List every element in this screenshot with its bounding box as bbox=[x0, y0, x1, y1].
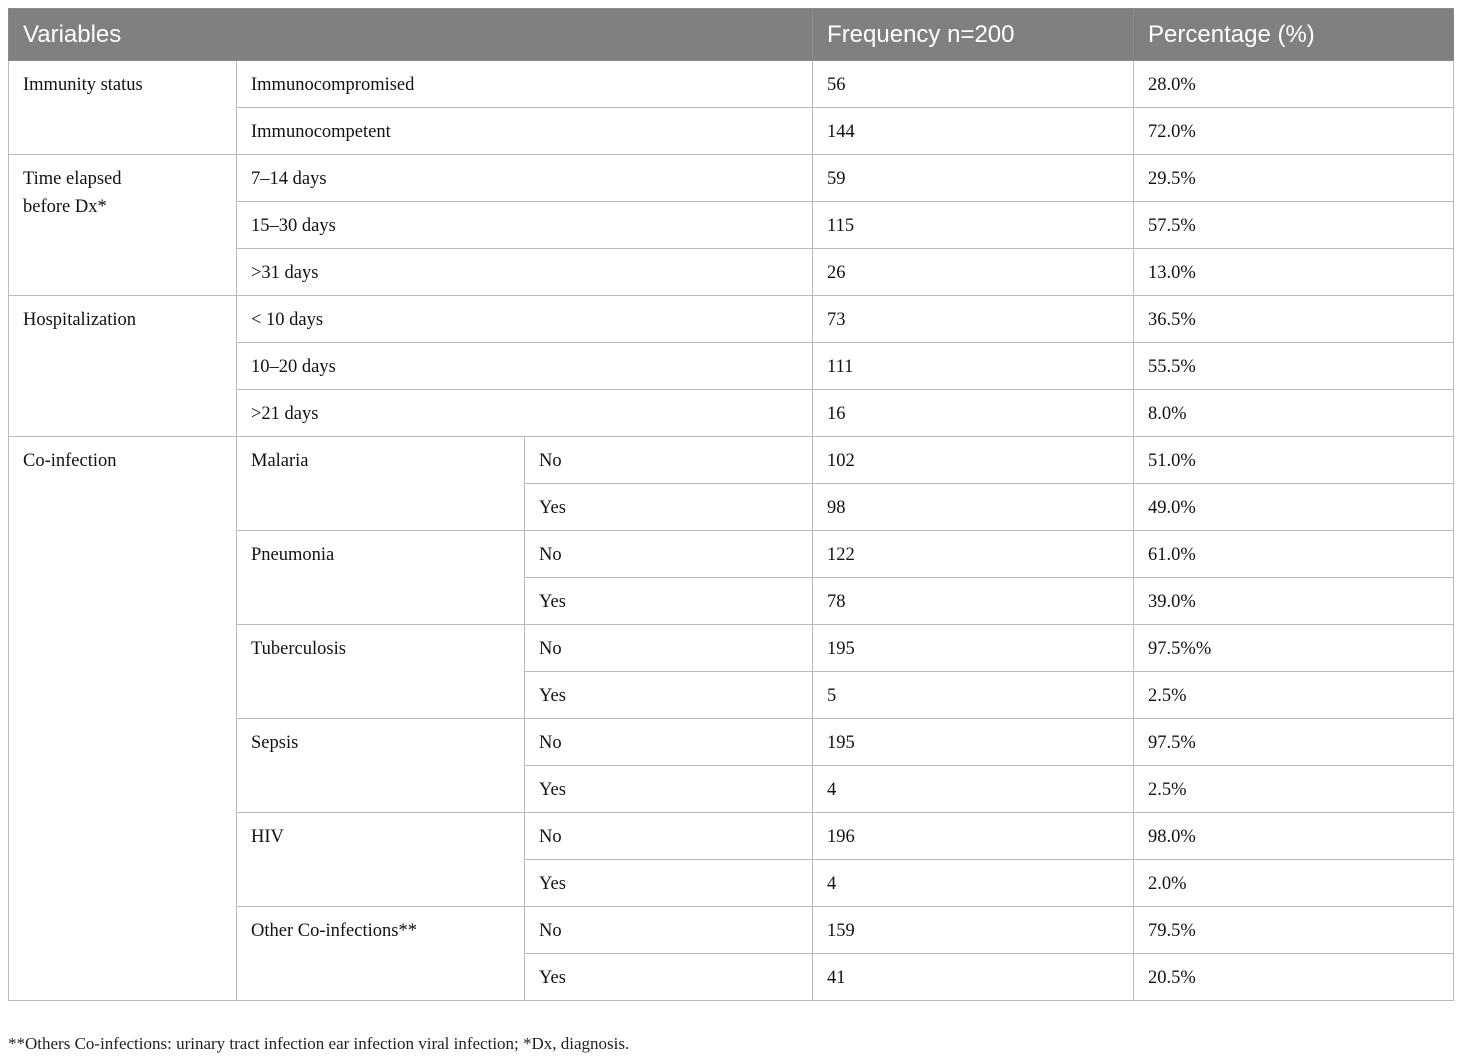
variable-label-line1: Time elapsed bbox=[23, 169, 122, 189]
answer-cell: Yes bbox=[525, 672, 813, 719]
category-cell: 15–30 days bbox=[237, 202, 813, 249]
coinfection-name: Tuberculosis bbox=[237, 625, 525, 719]
frequency-cell: 5 bbox=[813, 672, 1134, 719]
answer-cell: Yes bbox=[525, 954, 813, 1001]
coinfection-name: Pneumonia bbox=[237, 531, 525, 625]
percentage-cell: 2.5% bbox=[1134, 672, 1454, 719]
percentage-cell: 49.0% bbox=[1134, 484, 1454, 531]
answer-cell: Yes bbox=[525, 766, 813, 813]
variable-co-infection: Co-infection bbox=[9, 437, 237, 1001]
percentage-cell: 51.0% bbox=[1134, 437, 1454, 484]
percentage-cell: 13.0% bbox=[1134, 249, 1454, 296]
answer-cell: Yes bbox=[525, 484, 813, 531]
header-row bbox=[9, 9, 1454, 61]
answer-cell: No bbox=[525, 907, 813, 954]
frequency-cell: 102 bbox=[813, 437, 1134, 484]
frequency-cell: 144 bbox=[813, 108, 1134, 155]
variable-immunity-status: Immunity status bbox=[9, 61, 237, 155]
category-cell: Immunocompromised bbox=[237, 61, 813, 108]
percentage-cell: 39.0% bbox=[1134, 578, 1454, 625]
answer-cell: No bbox=[525, 531, 813, 578]
answer-cell: No bbox=[525, 437, 813, 484]
table-row bbox=[9, 155, 1454, 202]
coinfection-name: Sepsis bbox=[237, 719, 525, 813]
variable-label-line2: before Dx* bbox=[23, 197, 107, 217]
table-row bbox=[9, 437, 1454, 484]
frequency-cell: 56 bbox=[813, 61, 1134, 108]
answer-cell: No bbox=[525, 719, 813, 766]
frequency-cell: 115 bbox=[813, 202, 1134, 249]
table-row bbox=[9, 296, 1454, 343]
frequency-cell: 73 bbox=[813, 296, 1134, 343]
table-row bbox=[9, 61, 1454, 108]
percentage-cell: 8.0% bbox=[1134, 390, 1454, 437]
category-cell: 7–14 days bbox=[237, 155, 813, 202]
category-cell: < 10 days bbox=[237, 296, 813, 343]
frequency-cell: 122 bbox=[813, 531, 1134, 578]
frequency-cell: 195 bbox=[813, 625, 1134, 672]
header-percentage: Percentage (%) bbox=[1134, 9, 1454, 61]
percentage-cell: 97.5% bbox=[1134, 719, 1454, 766]
variable-hospitalization: Hospitalization bbox=[9, 296, 237, 437]
category-cell: >31 days bbox=[237, 249, 813, 296]
percentage-cell: 2.0% bbox=[1134, 860, 1454, 907]
percentage-cell: 79.5% bbox=[1134, 907, 1454, 954]
frequency-cell: 111 bbox=[813, 343, 1134, 390]
variable-time-elapsed bbox=[9, 155, 237, 296]
answer-cell: Yes bbox=[525, 578, 813, 625]
frequency-cell: 4 bbox=[813, 766, 1134, 813]
percentage-cell: 72.0% bbox=[1134, 108, 1454, 155]
coinfection-name: Other Co-infections** bbox=[237, 907, 525, 1001]
frequency-cell: 26 bbox=[813, 249, 1134, 296]
frequency-cell: 195 bbox=[813, 719, 1134, 766]
percentage-cell: 20.5% bbox=[1134, 954, 1454, 1001]
frequency-cell: 98 bbox=[813, 484, 1134, 531]
coinfection-name: HIV bbox=[237, 813, 525, 907]
percentage-cell: 28.0% bbox=[1134, 61, 1454, 108]
category-cell: 10–20 days bbox=[237, 343, 813, 390]
percentage-cell: 97.5%% bbox=[1134, 625, 1454, 672]
frequency-cell: 16 bbox=[813, 390, 1134, 437]
coinfection-name: Malaria bbox=[237, 437, 525, 531]
header-frequency: Frequency n=200 bbox=[813, 9, 1134, 61]
category-cell: >21 days bbox=[237, 390, 813, 437]
frequency-cell: 78 bbox=[813, 578, 1134, 625]
percentage-cell: 61.0% bbox=[1134, 531, 1454, 578]
answer-cell: No bbox=[525, 813, 813, 860]
percentage-cell: 98.0% bbox=[1134, 813, 1454, 860]
table-footnote: **Others Co-infections: urinary tract infection ear infection viral infection; *Dx, diagnosis. bbox=[8, 1034, 630, 1053]
answer-cell: No bbox=[525, 625, 813, 672]
frequency-cell: 59 bbox=[813, 155, 1134, 202]
header-variables: Variables bbox=[9, 9, 813, 61]
answer-cell: Yes bbox=[525, 860, 813, 907]
percentage-cell: 57.5% bbox=[1134, 202, 1454, 249]
category-cell: Immunocompetent bbox=[237, 108, 813, 155]
frequency-cell: 41 bbox=[813, 954, 1134, 1001]
frequency-cell: 196 bbox=[813, 813, 1134, 860]
percentage-cell: 55.5% bbox=[1134, 343, 1454, 390]
percentage-cell: 29.5% bbox=[1134, 155, 1454, 202]
percentage-cell: 2.5% bbox=[1134, 766, 1454, 813]
data-table bbox=[8, 8, 1454, 1001]
frequency-cell: 159 bbox=[813, 907, 1134, 954]
percentage-cell: 36.5% bbox=[1134, 296, 1454, 343]
frequency-cell: 4 bbox=[813, 860, 1134, 907]
